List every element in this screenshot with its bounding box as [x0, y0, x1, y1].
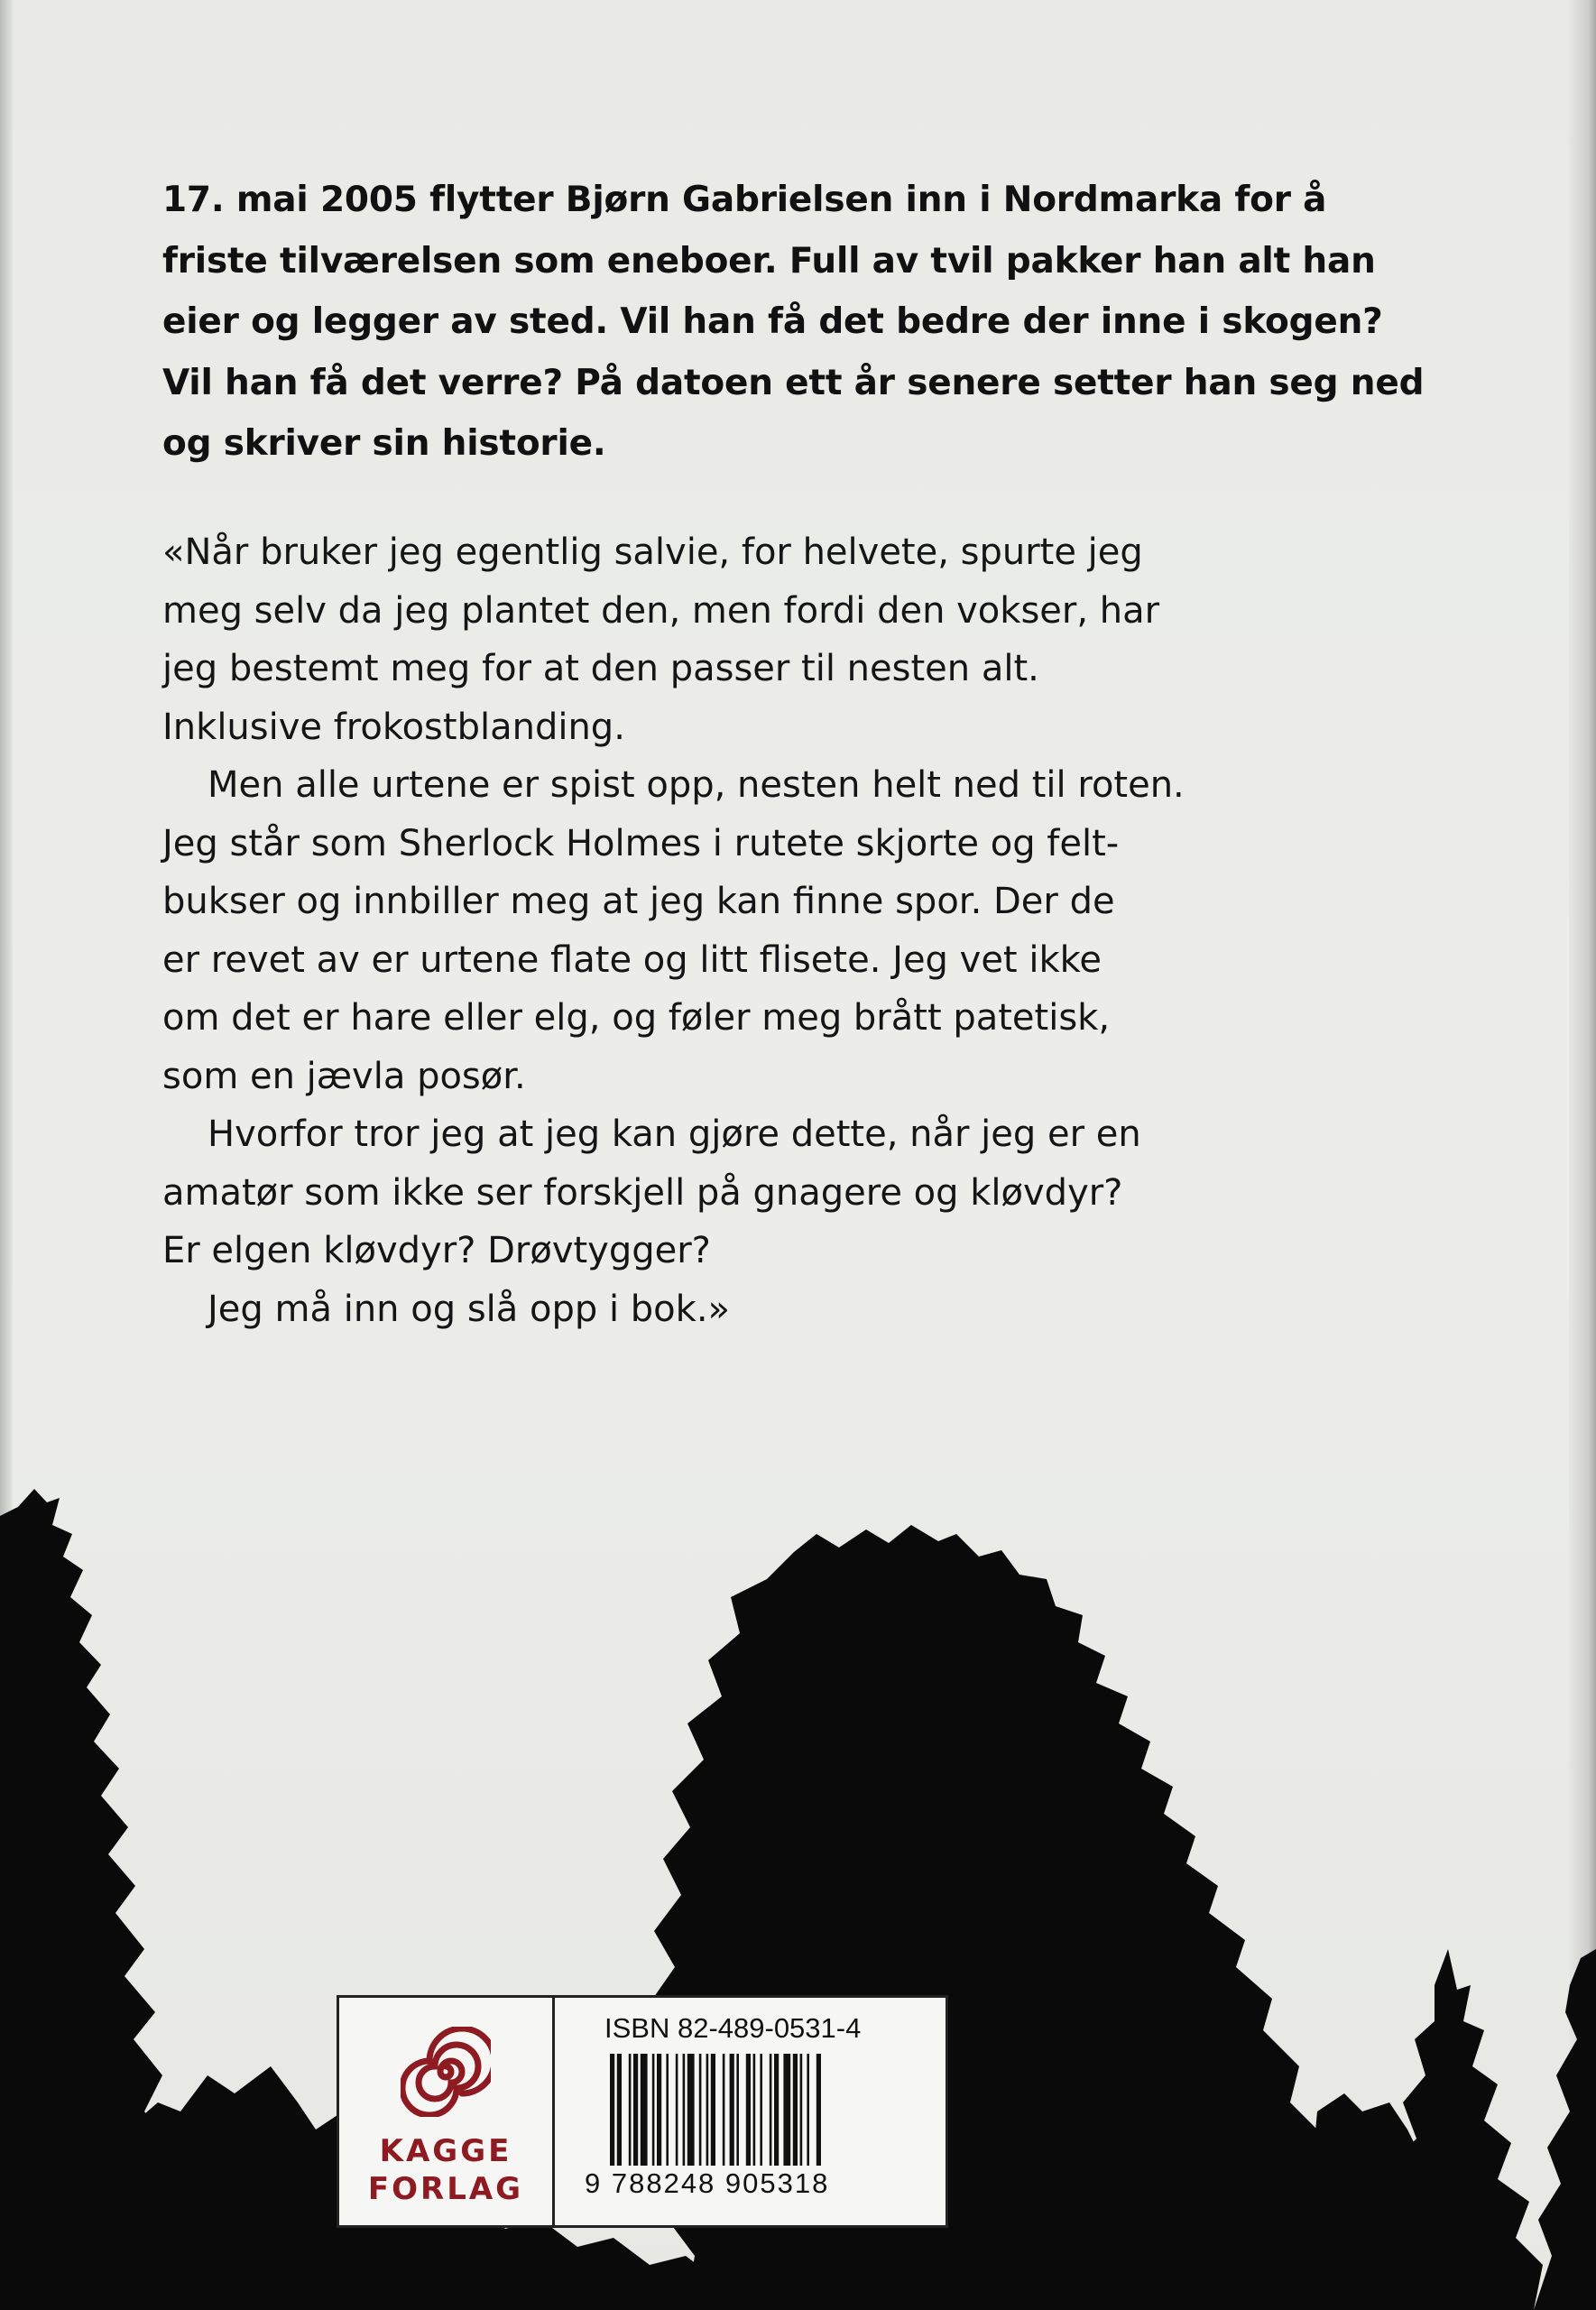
- publisher-name: FORLAG: [367, 2171, 524, 2207]
- excerpt-paragraph: Men alle urtene er spist opp, nesten helt ned til roten. Jeg står som Sherlock Holmes i rutete skjorte og felt- bukser og innbiller meg at jeg kan finne spor. Der de er revet av er urtene flate og litt flisete. Jeg vet ikke om det er hare eller elg, og føler meg brått patetisk, som en jævla posør.: [162, 764, 1185, 1097]
- publisher-name: KAGGE: [379, 2133, 512, 2169]
- excerpt-paragraph: Jeg må inn og slå opp i bok.»: [208, 1288, 731, 1330]
- book-excerpt: [162, 523, 1444, 1338]
- spiral-logo-icon: [401, 2027, 491, 2117]
- barcode: [606, 2054, 931, 2166]
- blurb-text: 17. mai 2005 flytter Bjørn Gabrielsen inn i Nordmarka for å friste tilværelsen som eneboer. Full av tvil pakker han alt han eier og legger av sted. Vil han få det bedre der inne i skogen? Vil han få det verre? På datoen ett år senere setter han seg ned og skriver sin historie.: [162, 180, 1425, 464]
- isbn-number: ISBN 82-489-0531-4: [604, 2012, 862, 2044]
- label-divider: [552, 1998, 555, 2225]
- excerpt-paragraph: «Når bruker jeg egentlig salvie, for helvete, spurte jeg meg selv da jeg plantet den, men fordi den vokser, har jeg bestemt meg for at den passer til nesten alt. Inklusive frokostblanding.: [162, 531, 1160, 748]
- publisher-barcode-label: [337, 1995, 948, 2228]
- excerpt-paragraph: Hvorfor tror jeg at jeg kan gjøre dette, når jeg er en amatør som ikke ser forskjell på gnagere og kløvdyr? Er elgen kløvdyr? Drøvtygger?: [162, 1113, 1141, 1271]
- ean-number: 9 788248 905318: [585, 2167, 830, 2199]
